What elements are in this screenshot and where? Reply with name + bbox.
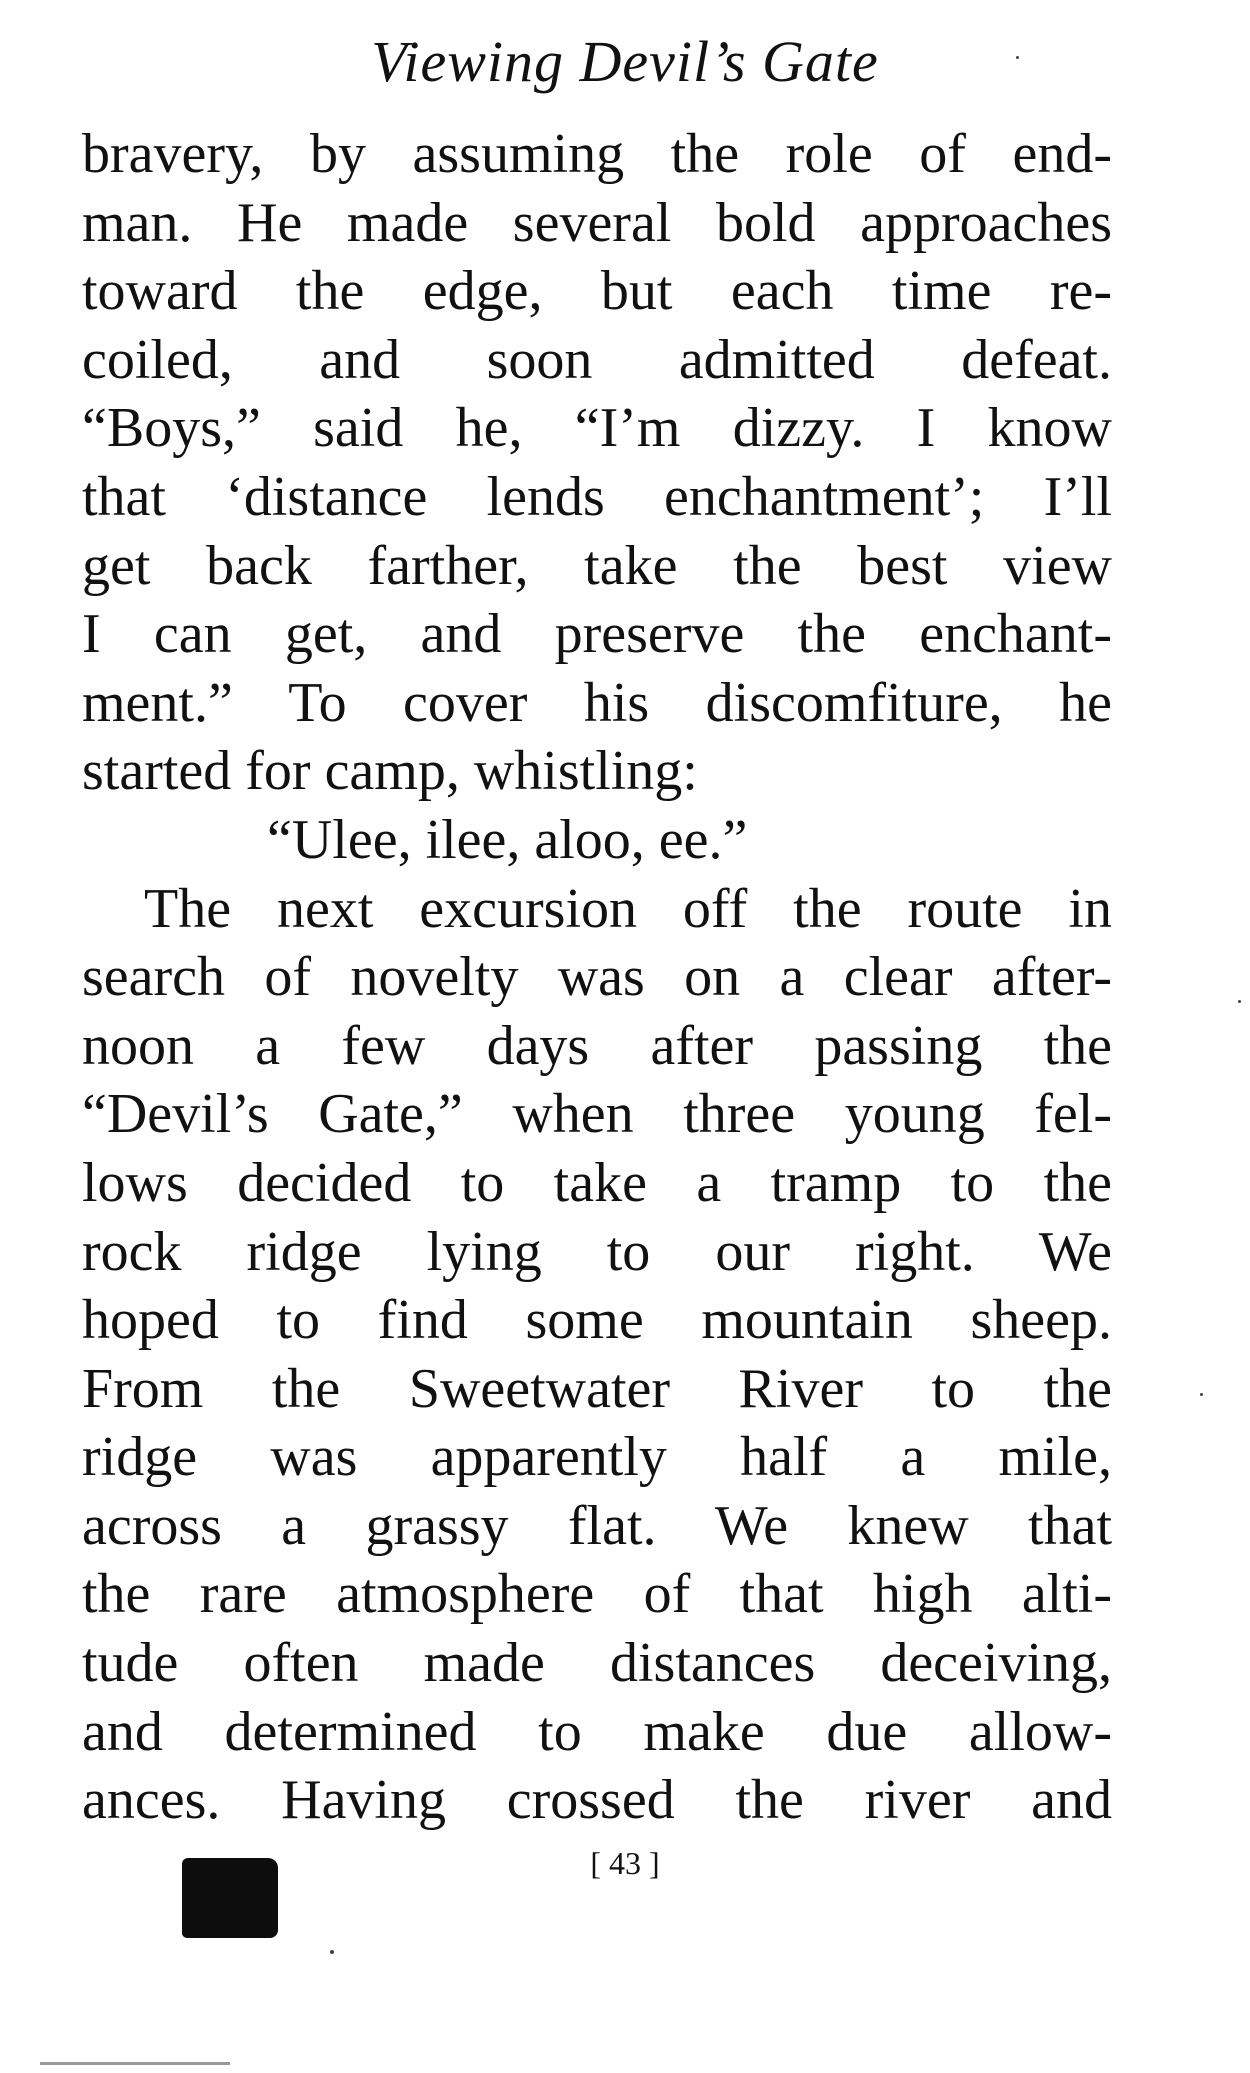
text-line: rock ridge lying to our right. We [82,1220,1112,1283]
text-line: toward the edge, but each time re- [82,260,1112,323]
body-text [82,120,1112,1835]
text-line: search of novelty was on a clear after- [82,946,1112,1009]
text-line: tude often made distances deceiving, [82,1632,1112,1695]
dust-speck [1238,1000,1241,1003]
text-line: across a grassy flat. We knew that [82,1494,1112,1557]
text-line: I can get, and preserve the enchant- [82,603,1112,666]
text-line: started for camp, whistling: [82,740,698,803]
text-line: From the Sweetwater River to the [82,1357,1112,1420]
dust-speck [1016,56,1019,59]
text-line: the rare atmosphere of that high alti- [82,1563,1112,1626]
text-line: bravery, by assuming the role of end- [82,123,1112,185]
page-number: [ 43 ] [590,1845,660,1881]
dust-speck [1200,1393,1203,1396]
text-line: ridge was apparently half a mile, [82,1426,1112,1489]
text-line: “Devil’s Gate,” when three young fel- [82,1083,1112,1146]
text-line: that ‘distance lends enchantment’; I’ll [82,465,1112,528]
verse-line: “Ulee, ilee, aloo, ee.” [267,808,748,871]
dust-speck [330,1950,334,1954]
scan-streak [40,2062,230,2065]
text-line: man. He made several bold approaches [82,191,1112,254]
text-line: noon a few days after passing the [82,1014,1112,1077]
text-line: “Boys,” said he, “I’m dizzy. I know [82,397,1112,460]
text-line: coiled, and soon admitted defeat. [82,328,1112,391]
text-line: lows decided to take a tramp to the [82,1151,1112,1214]
text-line: and determined to make due allow- [82,1700,1112,1763]
running-head: Viewing Devil’s Gate [371,29,879,94]
text-line: get back farther, take the best view [82,534,1112,597]
text-line: ances. Having crossed the river and [82,1769,1112,1832]
paragraph-first-line: The next excursion off the route in [144,877,1112,940]
text-line: hoped to find some mountain sheep. [82,1289,1112,1352]
text-line: ment.” To cover his discomfiture, he [82,671,1112,734]
ink-blot [182,1858,278,1938]
